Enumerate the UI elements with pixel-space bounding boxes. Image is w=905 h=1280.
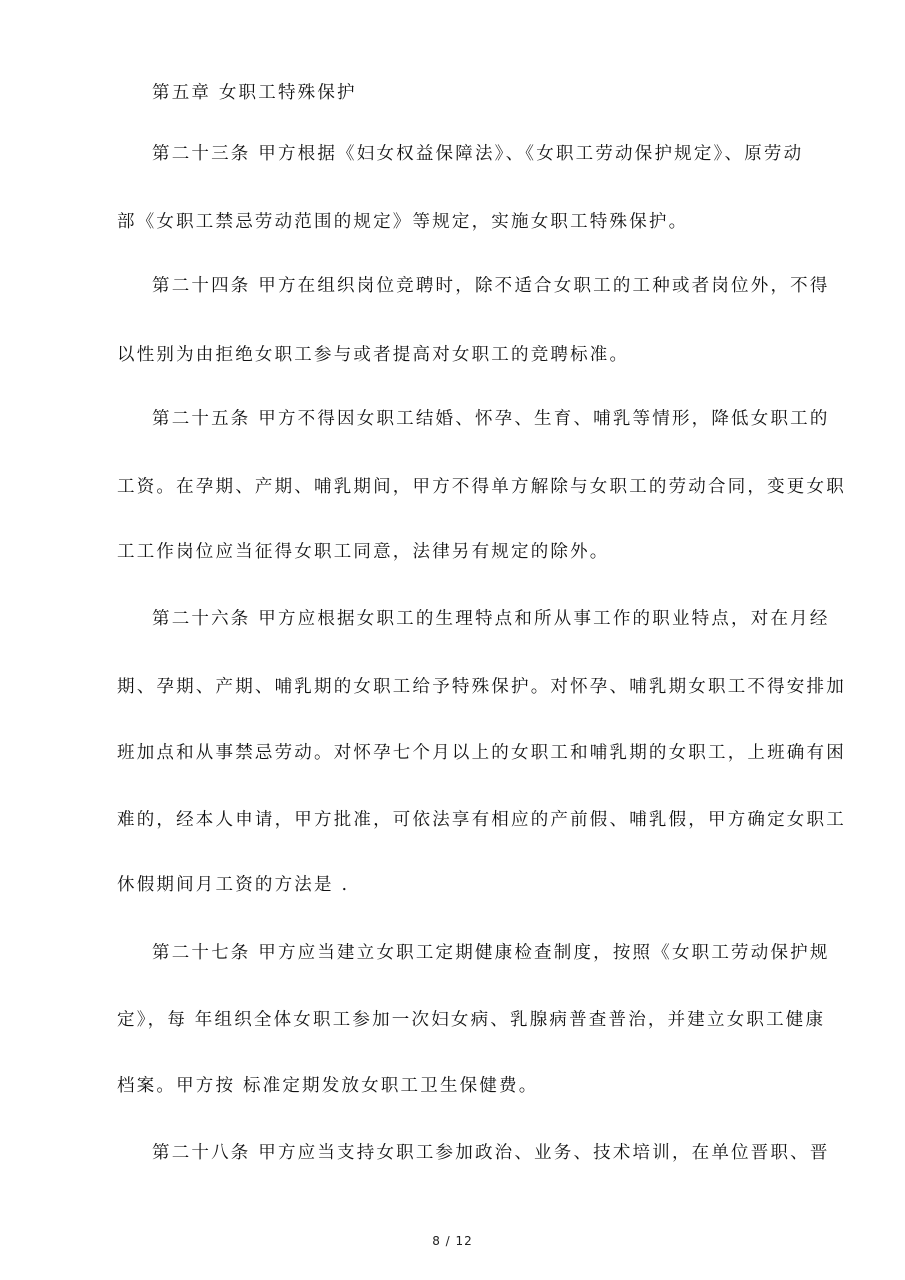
page-indicator: 8 / 12 [432,1234,473,1248]
article-27-line-3: 档案。甲方按 标准定期发放女职工卫生保健费。 [117,1076,539,1096]
article-23-line-2: 部《女职工禁忌劳动范围的规定》等规定，实施女职工特殊保护。 [117,212,689,232]
article-23-line-1: 第二十三条 甲方根据《妇女权益保障法》、《女职工劳动保护规定》、原劳动 [152,144,804,164]
chapter-heading: 第五章 女职工特殊保护 [152,83,357,103]
article-24-line-1: 第二十四条 甲方在组织岗位竞聘时，除不适合女职工的工种或者岗位外，不得 [152,276,830,296]
article-27-line-2: 定》，每 年组织全体女职工参加一次妇女病、乳腺病普查普治，并建立女职工健康 [117,1010,826,1030]
article-26-line-1: 第二十六条 甲方应根据女职工的生理特点和所从事工作的职业特点，对在月经 [152,609,830,629]
article-26-line-5: 休假期间月工资的方法是 . [117,875,350,895]
article-27-line-1: 第二十七条 甲方应当建立女职工定期健康检查制度，按照《女职工劳动保护规 [152,943,830,963]
article-28-line-1: 第二十八条 甲方应当支持女职工参加政治、业务、技术培训，在单位晋职、晋 [152,1143,830,1163]
article-24-line-2: 以性别为由拒绝女职工参与或者提高对女职工的竞聘标准。 [117,345,630,365]
article-25-line-1: 第二十五条 甲方不得因女职工结婚、怀孕、生育、哺乳等情形，降低女职工的 [152,409,830,429]
article-26-line-2: 期、孕期、产期、哺乳期的女职工给予特殊保护。对怀孕、哺乳期女职工不得安排加 [117,677,846,697]
article-25-line-3: 工工作岗位应当征得女职工同意，法律另有规定的除外。 [117,542,610,562]
article-26-line-3: 班加点和从事禁忌劳动。对怀孕七个月以上的女职工和哺乳期的女职工，上班确有困 [117,743,846,763]
article-26-line-4: 难的，经本人申请，甲方批准，可依法享有相应的产前假、哺乳假，甲方确定女职工 [117,810,846,830]
article-25-line-2: 工资。在孕期、产期、哺乳期间，甲方不得单方解除与女职工的劳动合同，变更女职 [117,477,846,497]
